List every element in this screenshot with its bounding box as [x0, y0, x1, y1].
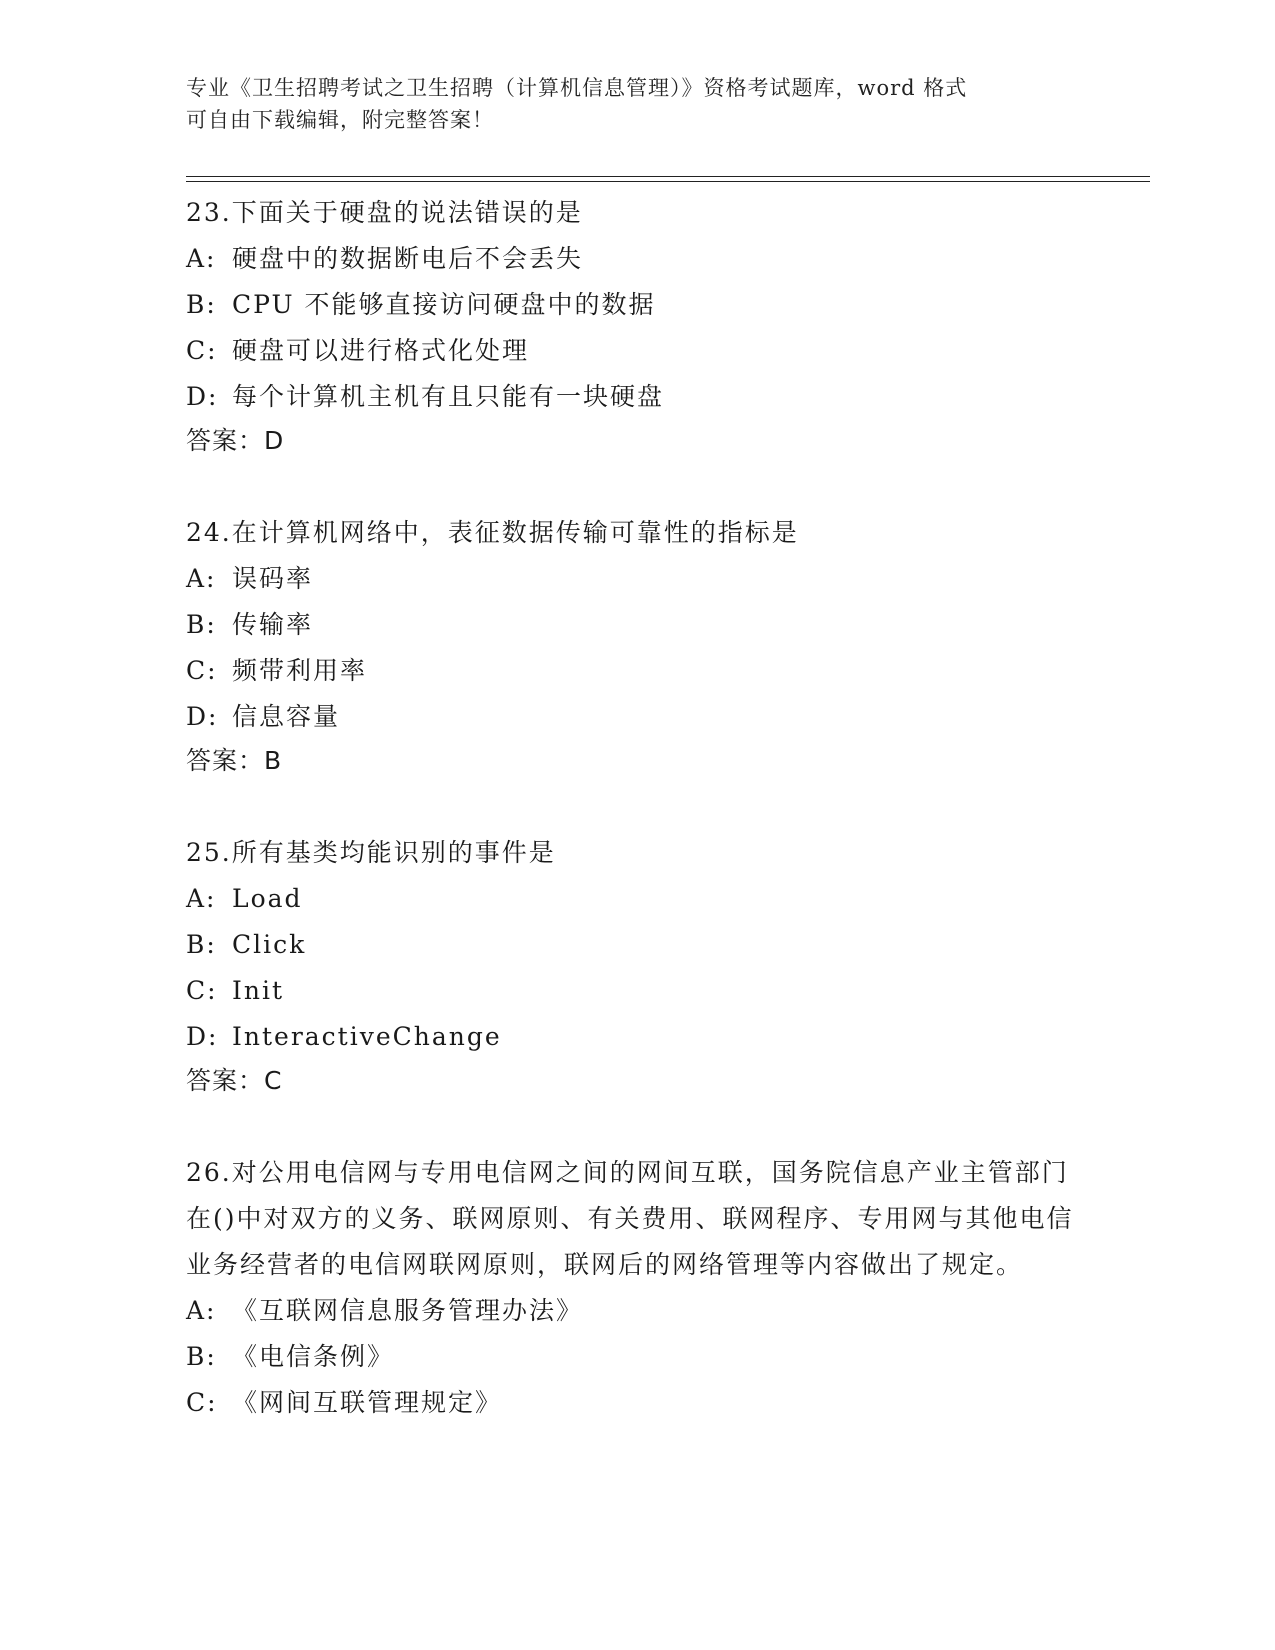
option-text: 频带利用率	[232, 656, 368, 685]
option-letter: D:	[186, 702, 219, 731]
option-text: 传输率	[232, 610, 314, 639]
question-26	[186, 1150, 1086, 1426]
option-text: 每个计算机主机有且只能有一块硬盘	[232, 382, 665, 411]
option-b	[186, 282, 1086, 328]
question-25	[186, 830, 1086, 1102]
option-b	[186, 1334, 1086, 1380]
option-text: CPU 不能够直接访问硬盘中的数据	[232, 290, 656, 319]
option-letter: B:	[186, 610, 217, 639]
option-d	[186, 1014, 1086, 1060]
question-24	[186, 510, 1086, 782]
option-text: 误码率	[232, 564, 314, 593]
answer-line: 答案：D	[186, 426, 285, 455]
question-list	[186, 190, 1086, 1426]
option-letter: B:	[186, 290, 217, 319]
option-letter: A:	[186, 564, 217, 593]
option-text: 硬盘中的数据断电后不会丢失	[232, 244, 584, 273]
option-letter: B:	[186, 930, 217, 959]
option-letter: A:	[186, 1296, 217, 1325]
option-text: 《互联网信息服务管理办法》	[232, 1296, 584, 1325]
question-title: 23.下面关于硬盘的说法错误的是	[186, 198, 583, 227]
option-letter: D:	[186, 382, 219, 411]
option-letter: A:	[186, 884, 217, 913]
option-a	[186, 876, 1086, 922]
answer-line: 答案：C	[186, 1066, 283, 1095]
question-title: 25.所有基类均能识别的事件是	[186, 838, 556, 867]
document-header	[186, 72, 1066, 136]
option-text: Click	[232, 930, 307, 959]
option-d	[186, 374, 1086, 420]
option-text: Load	[232, 884, 303, 913]
option-a	[186, 1288, 1086, 1334]
option-letter: C:	[186, 336, 218, 365]
header-divider-bottom	[186, 181, 1150, 182]
option-letter: A:	[186, 244, 217, 273]
option-c	[186, 328, 1086, 374]
option-c	[186, 648, 1086, 694]
question-title: 24.在计算机网络中，表征数据传输可靠性的指标是	[186, 518, 799, 547]
option-letter: C:	[186, 1388, 218, 1417]
option-b	[186, 922, 1086, 968]
header-line-2: 可自由下载编辑，附完整答案！	[186, 108, 494, 132]
option-d	[186, 694, 1086, 740]
option-text: 信息容量	[232, 702, 341, 731]
header-divider-top	[186, 176, 1150, 177]
question-23	[186, 190, 1086, 462]
option-text: Init	[232, 976, 285, 1005]
answer-line: 答案：B	[186, 746, 283, 775]
option-a	[186, 236, 1086, 282]
option-c	[186, 968, 1086, 1014]
option-text: InteractiveChange	[232, 1022, 502, 1051]
option-text: 《网间互联管理规定》	[232, 1388, 503, 1417]
question-title: 26.对公用电信网与专用电信网之间的网间互联，国务院信息产业主管部门在()中对双方的义务、联网原则、有关费用、联网程序、专用网与其他电信业务经营者的电信网联网原则，联网后的网络管理等内容做出了规定。	[186, 1158, 1074, 1279]
option-a	[186, 556, 1086, 602]
option-letter: C:	[186, 976, 218, 1005]
option-letter: D:	[186, 1022, 219, 1051]
option-c	[186, 1380, 1086, 1426]
header-line-1: 专业《卫生招聘考试之卫生招聘（计算机信息管理）》资格考试题库，word 格式	[186, 76, 968, 100]
option-letter: B:	[186, 1342, 217, 1371]
option-text: 《电信条例》	[232, 1342, 395, 1371]
option-b	[186, 602, 1086, 648]
option-text: 硬盘可以进行格式化处理	[232, 336, 530, 365]
option-letter: C:	[186, 656, 218, 685]
